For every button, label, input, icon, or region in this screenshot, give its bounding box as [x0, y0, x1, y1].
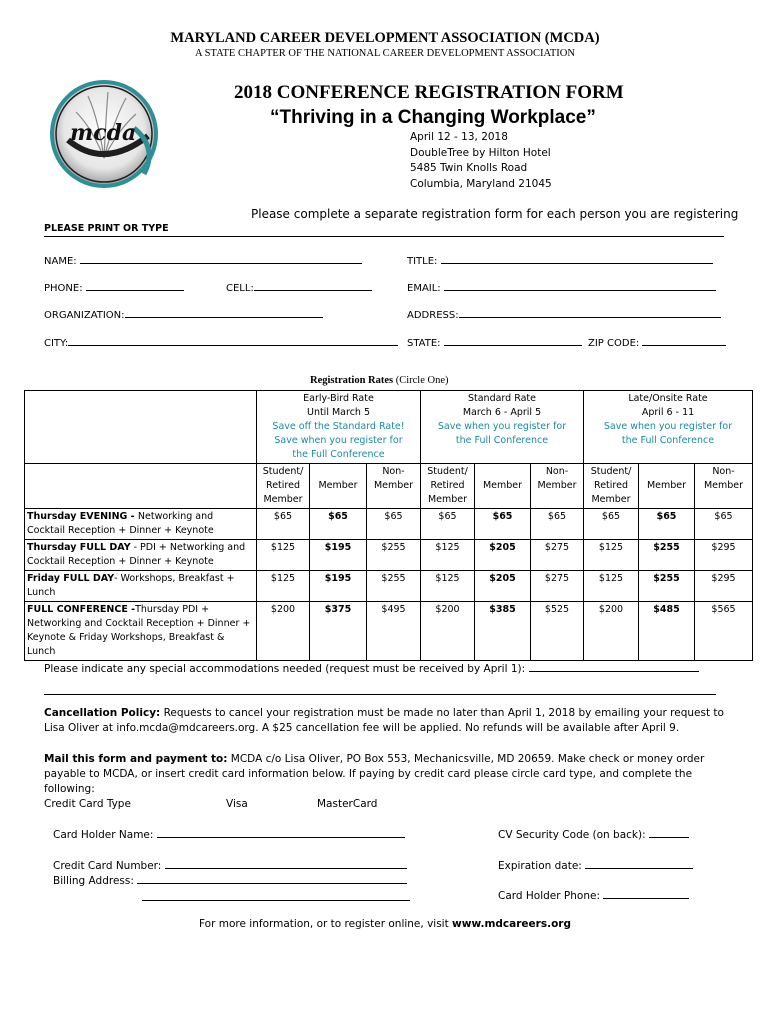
card-number-field[interactable]: [53, 859, 407, 872]
table-row: [25, 509, 753, 540]
price-cell[interactable]: $525: [531, 602, 584, 661]
price-cell[interactable]: $195: [310, 571, 367, 602]
email-label: EMAIL:: [407, 283, 441, 294]
early-bird-note-3: the Full Conference: [292, 449, 385, 460]
late-note-2: the Full Conference: [621, 435, 715, 446]
accommodations-line[interactable]: [44, 694, 716, 695]
header-text: Non-: [382, 466, 405, 477]
rates-title-note: (Circle One): [395, 375, 449, 386]
email-field[interactable]: [407, 281, 716, 294]
standard-header: [421, 391, 584, 464]
header-text: Member: [537, 480, 577, 491]
card-type-label: Credit Card Type: [44, 798, 131, 810]
city-label: CITY:: [44, 338, 69, 349]
footer-text: For more information, or to register online, visit: [199, 918, 453, 930]
registration-rates-table: [24, 390, 753, 661]
footer-link[interactable]: www.mdcareers.org: [452, 918, 571, 930]
address-label: ADDRESS:: [407, 310, 459, 321]
standard-note-1: Save when you register for: [437, 421, 567, 432]
standard-dates: March 6 - April 5: [462, 407, 542, 418]
organization-subtitle: A STATE CHAPTER OF THE NATIONAL CAREER DEVELOPMENT ASSOCIATION: [195, 48, 575, 59]
billing-address-label: Billing Address:: [53, 875, 134, 887]
name-field[interactable]: [44, 254, 362, 267]
conference-theme: “Thriving in a Changing Workplace”: [270, 107, 596, 128]
row-label: [25, 571, 257, 602]
state-label: STATE:: [407, 338, 441, 349]
expiration-field[interactable]: [498, 859, 693, 872]
price-cell[interactable]: $200: [584, 602, 639, 661]
price-cell[interactable]: $125: [584, 540, 639, 571]
zip-label: ZIP CODE:: [588, 338, 640, 349]
header-text: Student/: [427, 466, 468, 477]
mastercard-option[interactable]: MasterCard: [317, 798, 378, 810]
price-cell[interactable]: $255: [367, 540, 421, 571]
row-label-text: Thursday PDI + Networking and Cocktail Reception + Dinner + Keynote & Friday Workshops, Breakfast & Lunch: [27, 604, 251, 657]
header-text: Retired: [430, 480, 465, 491]
member-header: Member: [310, 464, 367, 509]
table-row: [25, 602, 753, 661]
early-bird-name: Early-Bird Rate: [303, 393, 374, 404]
price-cell[interactable]: $200: [421, 602, 475, 661]
header-text: Member: [373, 480, 414, 491]
price-cell[interactable]: $65: [531, 509, 584, 540]
price-cell[interactable]: $125: [421, 540, 475, 571]
price-cell[interactable]: $375: [310, 602, 367, 661]
rate-group-header-row: [25, 391, 753, 464]
row-label-text: - Workshops, Breakfast + Lunch: [27, 573, 235, 598]
footer-info: [0, 918, 770, 930]
venue-street: 5485 Twin Knolls Road: [410, 162, 528, 174]
city-field[interactable]: [44, 336, 398, 349]
price-cell[interactable]: $65: [475, 509, 531, 540]
row-label-bold: Thursday FULL DAY: [27, 542, 131, 553]
mail-instructions: [44, 752, 724, 797]
row-label: [25, 509, 257, 540]
title-field[interactable]: [407, 254, 713, 267]
billing-address-line-2[interactable]: [142, 900, 410, 901]
price-cell[interactable]: $565: [695, 602, 753, 661]
header-text: Non-: [712, 466, 735, 477]
early-bird-dates: Until March 5: [306, 407, 371, 418]
card-holder-name-field[interactable]: [53, 828, 405, 841]
phone-label: PHONE:: [44, 283, 83, 294]
accommodations-label: Please indicate any special accommodations needed (request must be received by April 1):: [44, 663, 526, 675]
price-cell[interactable]: $65: [695, 509, 753, 540]
price-cell[interactable]: $255: [367, 571, 421, 602]
separate-form-notice: Please complete a separate registration form for each person you are registering: [251, 207, 739, 221]
price-cell[interactable]: $385: [475, 602, 531, 661]
late-note-1: Save when you register for: [603, 421, 733, 432]
table-row: [25, 571, 753, 602]
member-header: Member: [475, 464, 531, 509]
price-cell[interactable]: $275: [531, 540, 584, 571]
visa-option[interactable]: Visa: [226, 798, 248, 810]
organization-label: ORGANIZATION:: [44, 310, 125, 321]
non-member-header: [695, 464, 753, 509]
price-cell[interactable]: $125: [257, 540, 310, 571]
organization-field[interactable]: [44, 308, 323, 321]
card-number-label: Credit Card Number:: [53, 860, 162, 872]
member-header: Member: [639, 464, 695, 509]
non-member-header: [531, 464, 584, 509]
row-label-text: Networking and Cocktail Reception + Dinner + Keynote: [27, 511, 214, 536]
standard-name: Standard Rate: [467, 393, 537, 404]
student-retired-member-header: [584, 464, 639, 509]
address-field[interactable]: [407, 308, 721, 321]
price-cell[interactable]: $205: [475, 540, 531, 571]
zip-field[interactable]: [588, 336, 726, 349]
price-cell[interactable]: $195: [310, 540, 367, 571]
price-cell[interactable]: $125: [257, 571, 310, 602]
card-holder-phone-field[interactable]: [498, 889, 689, 902]
price-cell[interactable]: $65: [584, 509, 639, 540]
price-cell[interactable]: $65: [310, 509, 367, 540]
price-cell[interactable]: $275: [531, 571, 584, 602]
venue-date: April 12 - 13, 2018: [410, 131, 508, 143]
header-text: Retired: [266, 480, 300, 491]
price-cell[interactable]: $205: [475, 571, 531, 602]
row-label-bold: Friday FULL DAY: [27, 573, 115, 584]
price-cell[interactable]: $495: [367, 602, 421, 661]
rates-title: [310, 375, 449, 386]
card-holder-name-label: Card Holder Name:: [53, 829, 154, 841]
state-field[interactable]: [407, 336, 582, 349]
cv-code-field[interactable]: [498, 828, 689, 841]
billing-address-field[interactable]: [53, 874, 407, 887]
accommodations-field[interactable]: [44, 662, 699, 677]
venue-info: [410, 130, 552, 192]
phone-field[interactable]: [44, 281, 184, 294]
row-label-bold: Thursday EVENING -: [27, 511, 138, 522]
logo-text: mcda: [70, 120, 137, 146]
non-member-header: [367, 464, 421, 509]
early-bird-note-2: Save when you register for: [274, 435, 403, 446]
row-label-bold: FULL CONFERENCE -: [27, 604, 136, 615]
early-bird-note-1: Save off the Standard Rate!: [272, 421, 405, 432]
price-cell[interactable]: $125: [421, 571, 475, 602]
header-text: Student/: [590, 466, 632, 477]
header-text: Student/: [262, 466, 304, 477]
rates-title-bold: Registration Rates: [310, 375, 394, 386]
header-text: Member: [427, 494, 468, 505]
header-divider: [44, 236, 724, 237]
form-title: 2018 CONFERENCE REGISTRATION FORM: [234, 82, 624, 103]
student-retired-member-header: [421, 464, 475, 509]
price-cell[interactable]: $125: [584, 571, 639, 602]
price-cell[interactable]: $295: [695, 571, 753, 602]
price-cell[interactable]: $295: [695, 540, 753, 571]
cv-code-label: CV Security Code (on back):: [498, 829, 646, 841]
late-dates: April 6 - 11: [641, 407, 695, 418]
row-label: [25, 540, 257, 571]
title-label: TITLE:: [407, 256, 438, 267]
cancellation-text: Requests to cancel your registration must be made no later than April 1, 2018 by emailing your request to Lisa Oliver at info.mcda@mdcareers.org. A $25 cancellation fee will be applied. No refunds will be available after April 9.: [44, 707, 724, 734]
header-text: Member: [591, 494, 631, 505]
price-cell[interactable]: $255: [639, 540, 695, 571]
header-text: Member: [703, 480, 744, 491]
early-bird-header: [257, 391, 421, 464]
empty-corner-cell: [25, 391, 257, 464]
member-type-header-row: [25, 464, 753, 509]
expiration-label: Expiration date:: [498, 860, 582, 872]
cancellation-policy: [44, 706, 724, 736]
cancellation-heading: Cancellation Policy:: [44, 707, 161, 719]
price-cell[interactable]: $200: [257, 602, 310, 661]
name-label: NAME:: [44, 256, 77, 267]
late-header: [584, 391, 753, 464]
student-retired-member-header: [257, 464, 310, 509]
price-cell[interactable]: $485: [639, 602, 695, 661]
empty-label-cell: [25, 464, 257, 509]
card-holder-phone-label: Card Holder Phone:: [498, 890, 600, 902]
print-label: PLEASE PRINT OR TYPE: [44, 223, 169, 234]
venue-hotel: DoubleTree by Hilton Hotel: [410, 146, 551, 159]
standard-note-2: the Full Conference: [455, 435, 549, 446]
late-name: Late/Onsite Rate: [628, 393, 708, 404]
price-cell[interactable]: $65: [367, 509, 421, 540]
mcda-logo: [48, 78, 160, 190]
row-label: [25, 602, 257, 661]
organization-name: MARYLAND CAREER DEVELOPMENT ASSOCIATION (MCDA): [170, 30, 600, 46]
mail-heading: Mail this form and payment to:: [44, 753, 228, 765]
price-cell[interactable]: $255: [639, 571, 695, 602]
cell-label: CELL:: [226, 283, 254, 294]
header-text: Retired: [594, 480, 628, 491]
price-cell[interactable]: $65: [257, 509, 310, 540]
row-label-text: - PDI + Networking and Cocktail Reception + Dinner + Keynote: [27, 542, 246, 567]
cell-field[interactable]: [226, 281, 372, 294]
header-text: Non-: [545, 466, 569, 477]
venue-city: Columbia, Maryland 21045: [410, 177, 552, 190]
table-row: [25, 540, 753, 571]
price-cell[interactable]: $65: [639, 509, 695, 540]
price-cell[interactable]: $65: [421, 509, 475, 540]
mail-text: MCDA c/o Lisa Oliver, PO Box 553, Mechanicsville, MD 20659. Make check or money order payable to MCDA, or insert credit card information below. If paying by credit card please circle card type, and complete the following:: [44, 753, 705, 795]
header-text: Member: [263, 494, 303, 505]
